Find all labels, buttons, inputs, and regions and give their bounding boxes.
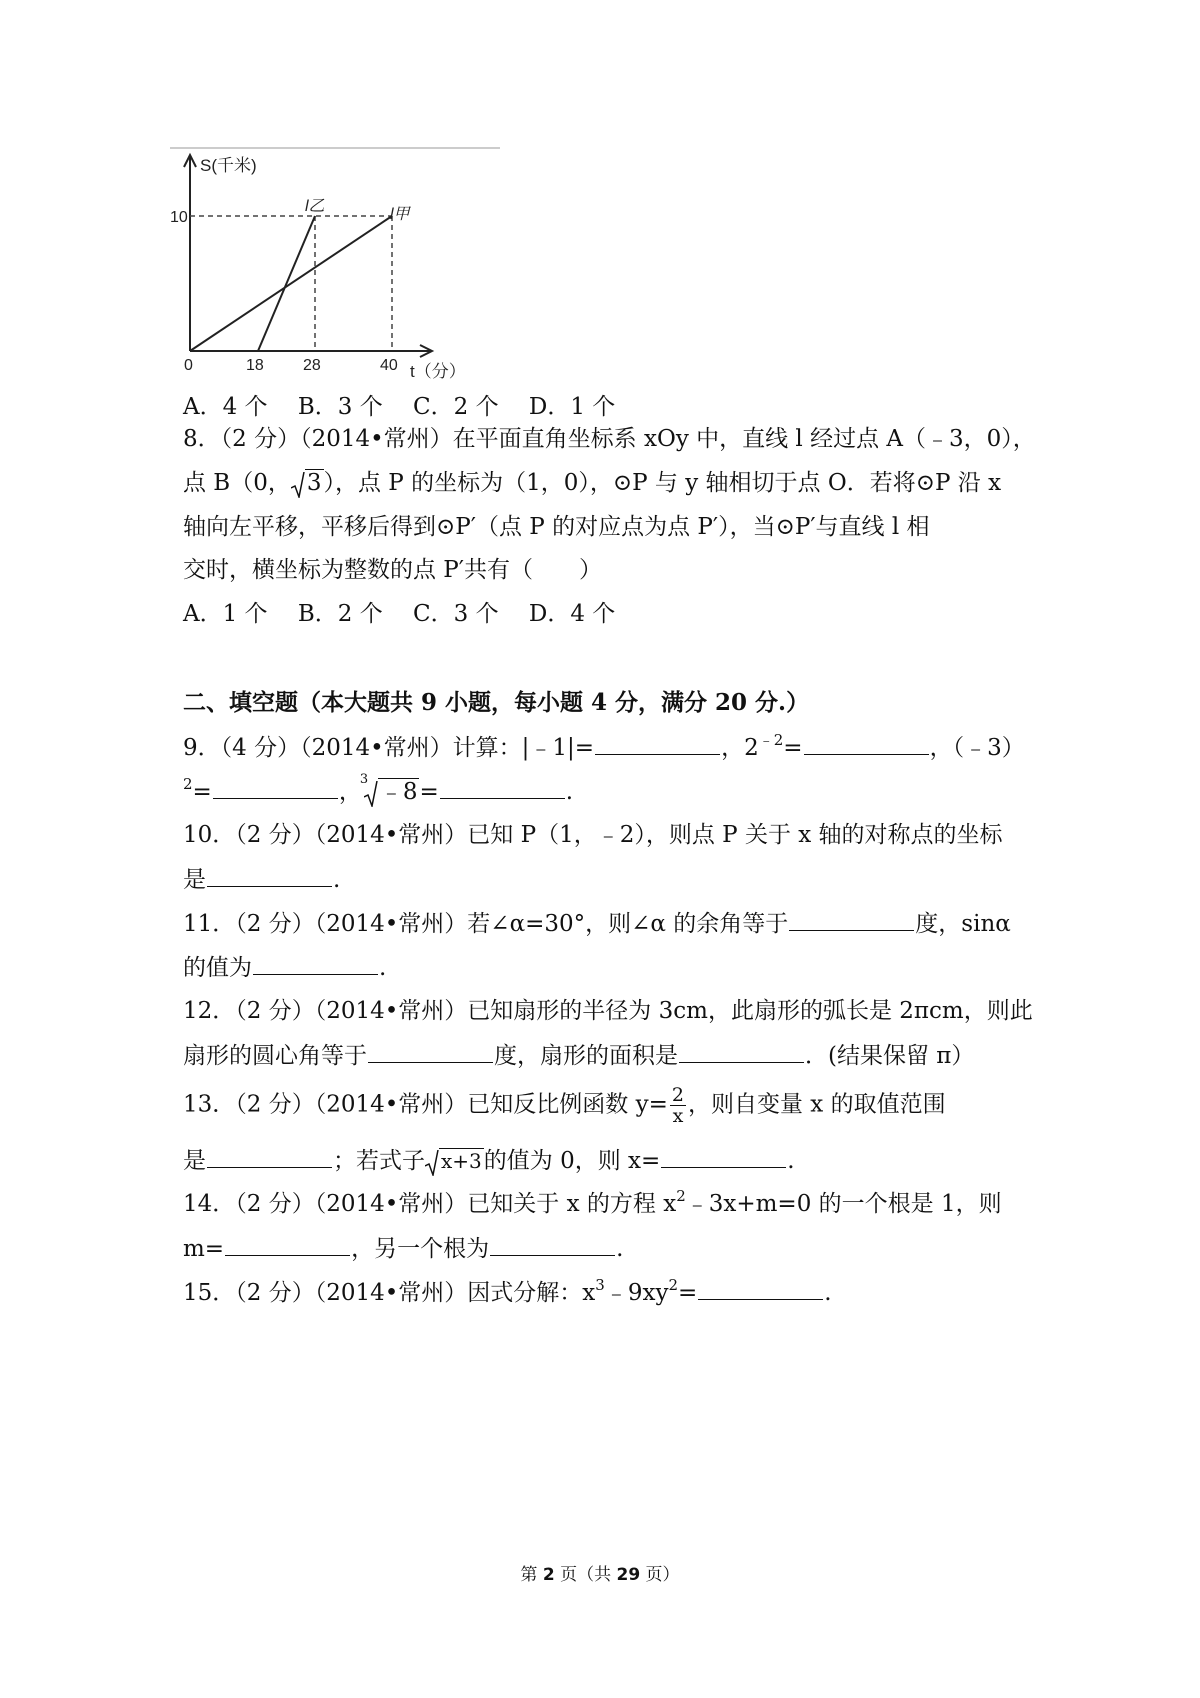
- q9-blank-1[interactable]: [595, 730, 720, 755]
- q8-options: A．1 个 B．2 个 C．3 个 D．4 个: [183, 601, 616, 627]
- q13-line2-mid: ；若式子: [333, 1148, 425, 1174]
- sqrt-x-plus-3-radical: [425, 1144, 484, 1178]
- q9-pre: 9．（4 分）（2014•常州）计算：|﹣1|=: [183, 735, 595, 761]
- cube-root-index: 3: [359, 772, 369, 787]
- distance-time-graph: [170, 145, 500, 380]
- q14-line2-pre: m=: [183, 1236, 225, 1262]
- fraction-denominator: x: [672, 1105, 684, 1127]
- q14-line2-mid: ，另一个根为: [351, 1236, 490, 1262]
- y-axis-label: S(千米): [200, 156, 257, 175]
- sqrt3-radical: [291, 466, 324, 500]
- q9-line1: [183, 730, 1025, 764]
- q11-post: 度，sinα: [915, 911, 1011, 937]
- q8-line4: 交时，横坐标为整数的点 P′共有（ ）: [183, 557, 603, 583]
- x-tick-18: 18: [246, 357, 264, 374]
- y-tick-10: 10: [170, 209, 188, 226]
- q13-line2: [183, 1143, 795, 1177]
- q10-line2-pre: 是: [183, 867, 206, 893]
- series-line-yi: [258, 216, 315, 351]
- q15-blank[interactable]: [698, 1275, 823, 1300]
- radical-sign-icon: [364, 781, 378, 807]
- radical-sign-icon: [425, 1150, 439, 1176]
- q9-line2: [183, 774, 573, 808]
- footer-mid: 页（共: [554, 1565, 617, 1585]
- q12-line2: [183, 1038, 974, 1072]
- q13-blank-1[interactable]: [207, 1143, 332, 1168]
- q14-blank-2[interactable]: [490, 1231, 615, 1256]
- q13-line2-pre: 是: [183, 1148, 206, 1174]
- cube-root-radical: [359, 772, 420, 809]
- line-jia-label: l甲: [390, 206, 410, 223]
- q8-line1: 8．（2 分）（2014•常州）在平面直角坐标系 xOy 中，直线 l 经过点 A（﹣3，0），: [183, 426, 1036, 452]
- sqrt3-body: 3: [306, 470, 322, 496]
- fraction-numerator: 2: [671, 1084, 684, 1106]
- q15-mid: ﹣9xy: [604, 1280, 669, 1306]
- q11-end: .: [379, 955, 387, 981]
- q15-pre: 15．（2 分）（2014•常州）因式分解：x: [183, 1280, 596, 1306]
- q9-exp1: ﹣2: [758, 731, 784, 749]
- q12-line2-mid: 度，扇形的面积是: [494, 1043, 678, 1069]
- x-axis-label: t（分）: [410, 362, 466, 380]
- footer-post: 页）: [640, 1565, 680, 1585]
- q9-blank-4[interactable]: [440, 774, 565, 799]
- q14-line2: [183, 1231, 623, 1265]
- q9-blank-3[interactable]: [213, 774, 338, 799]
- q9-mid3: ，（﹣3）: [929, 735, 1025, 761]
- footer-page-number: 2: [542, 1565, 555, 1585]
- q9-root-eq: =: [419, 779, 439, 805]
- fraction-2-over-x: [670, 1085, 686, 1126]
- x-tick-0: 0: [184, 357, 193, 374]
- q9-line2-comma: ，: [338, 779, 362, 805]
- q12-line2-pre: 扇形的圆心角等于: [183, 1043, 367, 1069]
- page-footer: [0, 1560, 1200, 1585]
- q11-blank-2[interactable]: [253, 950, 378, 975]
- q8-line2-pre: 点 B（0，: [183, 470, 291, 496]
- q12-line2-post: ．(结果保留 π）: [805, 1043, 975, 1069]
- q15-end: .: [824, 1280, 832, 1306]
- q9-mid1: ，2: [721, 735, 759, 761]
- q8-line2-post: ），点 P 的坐标为（1，0），⊙P 与 y 轴相切于点 O．若将⊙P 沿 x: [323, 470, 1002, 496]
- radical-sign-icon: [291, 472, 305, 498]
- q14-end: .: [616, 1236, 624, 1262]
- q14-post: ﹣3x+m=0 的一个根是 1，则: [685, 1191, 1002, 1217]
- q13-line1: [183, 1085, 946, 1131]
- q10-blank[interactable]: [207, 862, 332, 887]
- q15-line1: [183, 1275, 832, 1309]
- q13-line2-post: 的值为 0，则 x=: [483, 1148, 661, 1174]
- q7-options: A．4 个 B．3 个 C．2 个 D．1 个: [183, 394, 616, 420]
- footer-total-pages: 29: [616, 1565, 641, 1585]
- q14-sup: 2: [676, 1187, 686, 1205]
- section2-title: 二、填空题（本大题共 9 小题，每小题 4 分，满分 20 分.）: [183, 689, 810, 716]
- sqrt-body: x+3: [441, 1149, 482, 1173]
- footer-pre: 第: [520, 1565, 543, 1585]
- q10-line2: [183, 862, 340, 896]
- q11-blank-1[interactable]: [789, 906, 914, 931]
- q8-line2: [183, 466, 1001, 500]
- q13-blank-2[interactable]: [661, 1143, 786, 1168]
- q13-end: .: [787, 1148, 795, 1174]
- q12-blank-2[interactable]: [679, 1038, 804, 1063]
- q11-pre: 11．（2 分）（2014•常州）若∠α=30°，则∠α 的余角等于: [183, 911, 789, 937]
- q12-blank-1[interactable]: [368, 1038, 493, 1063]
- q13-pre: 13．（2 分）（2014•常州）已知反比例函数 y=: [183, 1091, 668, 1118]
- q9-end: .: [565, 779, 574, 805]
- q11-line2-pre: 的值为: [183, 955, 252, 981]
- q9-blank-2[interactable]: [804, 730, 929, 755]
- q14-blank-1[interactable]: [225, 1231, 350, 1256]
- x-tick-40: 40: [380, 357, 398, 374]
- q11-line1: [183, 906, 1011, 940]
- line-yi-label: l乙: [305, 198, 325, 215]
- q8-line3: 轴向左平移，平移后得到⊙P′（点 P 的对应点为点 P′），当⊙P′与直线 l 相: [183, 514, 930, 540]
- q15-eq: =: [678, 1280, 698, 1306]
- q10-end: .: [333, 867, 341, 893]
- q11-line2: [183, 950, 386, 984]
- q9-line2-sup: 2: [183, 775, 193, 793]
- q13-post: ，则自变量 x 的取值范围: [687, 1091, 946, 1118]
- q15-sup2: 2: [668, 1276, 678, 1294]
- q15-sup1: 3: [595, 1276, 605, 1294]
- q10-line1: 10．（2 分）（2014•常州）已知 P（1，﹣2），则点 P 关于 x 轴的对称点的坐标: [183, 822, 1003, 848]
- q12-line1: 12．（2 分）（2014•常州）已知扇形的半径为 3cm，此扇形的弧长是 2πcm，则此: [183, 998, 1033, 1024]
- cube-root-body: ﹣8: [379, 779, 418, 805]
- series-line-jia: [190, 216, 392, 351]
- q9-line2-eq: =: [192, 779, 212, 805]
- q14-pre: 14．（2 分）（2014•常州）已知关于 x 的方程 x: [183, 1191, 677, 1217]
- q14-line1: [183, 1187, 1002, 1221]
- x-tick-28: 28: [303, 357, 321, 374]
- q9-mid2: =: [783, 735, 803, 761]
